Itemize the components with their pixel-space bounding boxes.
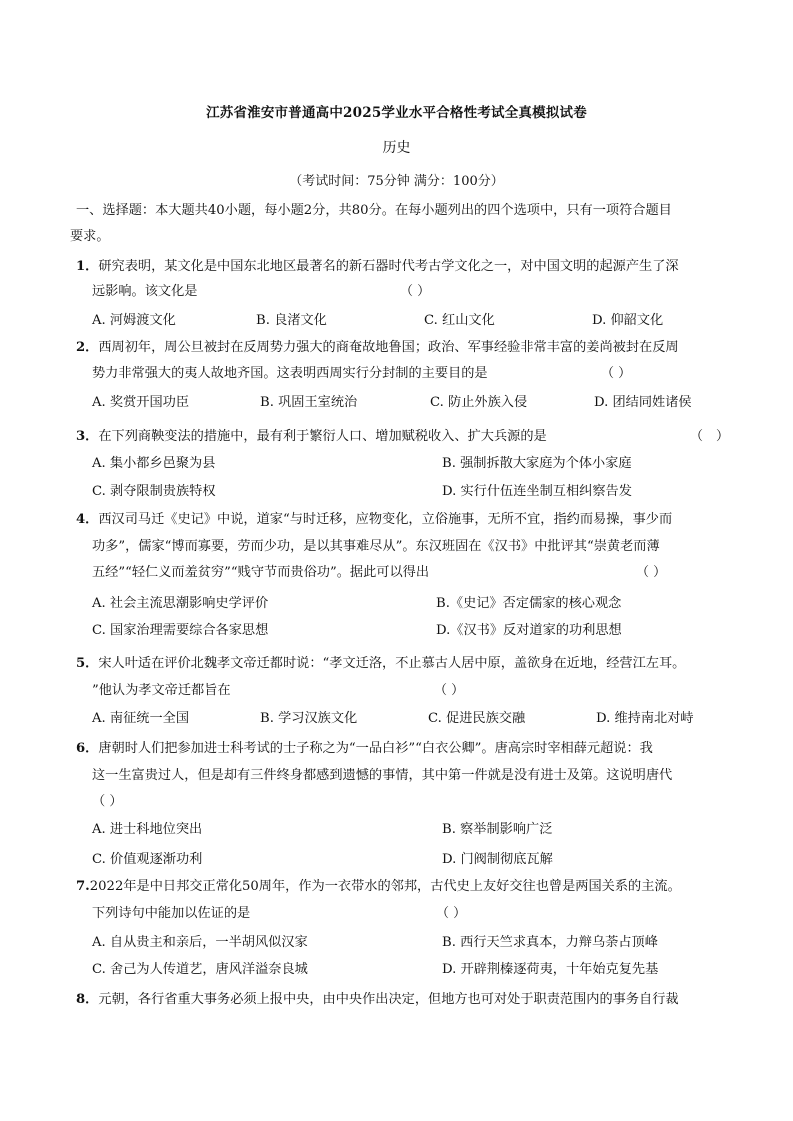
question-text: 研究表明，某文化是中国东北地区最著名的新石器时代考古学文化之一，对中国文明的起源产生了深 xyxy=(98,259,679,274)
question-6-line-3: （ ） xyxy=(92,794,123,809)
q6-option-d: D. 门阀制彻底瓦解 xyxy=(442,852,553,867)
question-5-line-2: ”他认为孝文帝迁都旨在 xyxy=(92,683,231,698)
question-number: 6． xyxy=(76,741,99,756)
question-7-line-2: 下列诗句中能加以佐证的是 xyxy=(92,906,251,921)
q6-option-b: B. 察举制影响广泛 xyxy=(442,822,553,837)
question-4-line-3: 五经”“轻仁义而羞贫穷”“贱守节而贵俗功”。据此可以得出 xyxy=(92,565,430,580)
q2-option-c: C. 防止外族入侵 xyxy=(430,395,528,410)
q7-option-d: D. 开辟荆榛逐荷夷，十年始克复先基 xyxy=(442,962,659,977)
q5-option-b: B. 学习汉族文化 xyxy=(260,711,358,726)
q1-option-c: C. 红山文化 xyxy=(424,313,495,328)
question-text: 在下列商鞅变法的措施中，最有利于繁衍人口、增加赋税收入、扩大兵源的是 xyxy=(98,429,547,444)
question-5-line-1 xyxy=(76,652,685,671)
q4-option-b: B.《史记》否定儒家的核心观念 xyxy=(436,596,622,611)
q1-option-a: A. 河姆渡文化 xyxy=(92,313,176,328)
exam-time-info: （考试时间：75分钟 满分：100分） xyxy=(289,174,504,189)
q5-option-c: C. 促进民族交融 xyxy=(428,711,526,726)
answer-paren: （ ） xyxy=(636,565,667,580)
question-1-line-1 xyxy=(76,255,679,274)
question-text: 元朝，各行省重大事务必须上报中央，由中央作出决定，但地方也可对处于职责范围内的事务自行裁 xyxy=(98,992,679,1007)
exam-title: 江苏省淮安市普通高中2025学业水平合格性考试全真模拟试卷 xyxy=(206,105,587,121)
q1-option-b: B. 良渚文化 xyxy=(256,313,327,328)
q3-option-a: A. 集小都乡邑聚为县 xyxy=(92,456,216,471)
question-2-line-1 xyxy=(76,336,679,355)
question-number: 5． xyxy=(76,656,99,671)
q5-option-d: D. 维持南北对峙 xyxy=(596,711,694,726)
q4-option-d: D.《汉书》反对道家的功利思想 xyxy=(436,623,622,638)
q6-option-c: C. 价值观逐渐功利 xyxy=(92,852,203,867)
question-1-line-2: 远影响。该文化是 xyxy=(92,284,198,299)
answer-paren: （ ） xyxy=(601,366,632,381)
q3-option-b: B. 强制拆散大家庭为个体小家庭 xyxy=(442,456,632,471)
question-text: 唐朝时人们把参加进士科考试的士子称之为“一品白衫”“白衣公卿”。唐高宗时宰相薛元超说：我 xyxy=(98,741,653,756)
q2-option-a: A. 奖赏开国功臣 xyxy=(92,395,190,410)
question-8-line-1 xyxy=(76,988,679,1007)
subject-heading: 历史 xyxy=(382,140,411,156)
question-number: 4． xyxy=(76,512,99,527)
question-number: 7. xyxy=(76,879,90,894)
q2-option-d: D. 团结同姓诸侯 xyxy=(594,395,692,410)
question-2-line-2: 势力非常强大的夷人故地齐国。这表明西周实行分封制的主要目的是 xyxy=(92,366,488,381)
question-number: 2． xyxy=(76,340,99,355)
q6-option-a: A. 进士科地位突出 xyxy=(92,822,203,837)
section-instructions-line-1: 一、选择题：本大题共40小题，每小题2分，共80分。在每小题列出的四个选项中，只有一项符合题目 xyxy=(76,203,672,218)
question-number: 1． xyxy=(76,259,99,274)
q4-option-a: A. 社会主流思潮影响史学评价 xyxy=(92,596,269,611)
q5-option-a: A. 南征统一全国 xyxy=(92,711,190,726)
question-number: 3． xyxy=(76,429,99,444)
question-text: 宋人叶适在评价北魏孝文帝迁都时说：“孝文迁洛，不止慕古人居中原，盖欲身在近地，经营江左耳。 xyxy=(98,656,686,671)
question-text: 西汉司马迁《史记》中说，道家“与时迁移，应物变化，立俗施事，无所不宜，指约而易操，事少而 xyxy=(98,512,673,527)
question-text: 2022年是中日邦交正常化50周年，作为一衣带水的邻邦，古代史上友好交往也曾是两国关系的主流。 xyxy=(89,879,681,894)
question-6-line-1 xyxy=(76,737,653,756)
question-3-line-1 xyxy=(76,425,547,444)
q7-option-c: C. 舍己为人传道艺，唐风洋溢奈良城 xyxy=(92,962,308,977)
q7-option-b: B. 西行天竺求真本，力辩乌荼占顶峰 xyxy=(442,935,658,950)
question-7-line-1 xyxy=(76,875,681,894)
question-4-line-2: 功多”，儒家“博而寡要，劳而少功，是以其事难尽从”。东汉班固在《汉书》中批评其“崇黄老而薄 xyxy=(92,539,660,554)
question-6-line-2: 这一生富贵过人，但是却有三件终身都感到遗憾的事情，其中第一件就是没有进士及第。这说明唐代 xyxy=(92,768,673,783)
answer-paren: （ ） xyxy=(434,683,465,698)
question-number: 8． xyxy=(76,992,99,1007)
answer-paren: （ ） xyxy=(690,429,730,444)
question-text: 西周初年，周公旦被封在反周势力强大的商奄故地鲁国；政治、军事经验非常丰富的姜尚被封在反周 xyxy=(98,340,679,355)
q7-option-a: A. 自从贵主和亲后，一半胡风似汉家 xyxy=(92,935,308,950)
q3-option-c: C. 剥夺限制贵族特权 xyxy=(92,484,216,499)
section-instructions-line-2: 要求。 xyxy=(70,229,110,244)
q1-option-d: D. 仰韶文化 xyxy=(592,313,664,328)
answer-paren: （ ） xyxy=(436,906,467,921)
q3-option-d: D. 实行什伍连坐制互相纠察告发 xyxy=(442,484,632,499)
question-4-line-1 xyxy=(76,508,672,527)
answer-paren: （ ） xyxy=(400,284,431,299)
q2-option-b: B. 巩固王室统治 xyxy=(260,395,358,410)
q4-option-c: C. 国家治理需要综合各家思想 xyxy=(92,623,269,638)
